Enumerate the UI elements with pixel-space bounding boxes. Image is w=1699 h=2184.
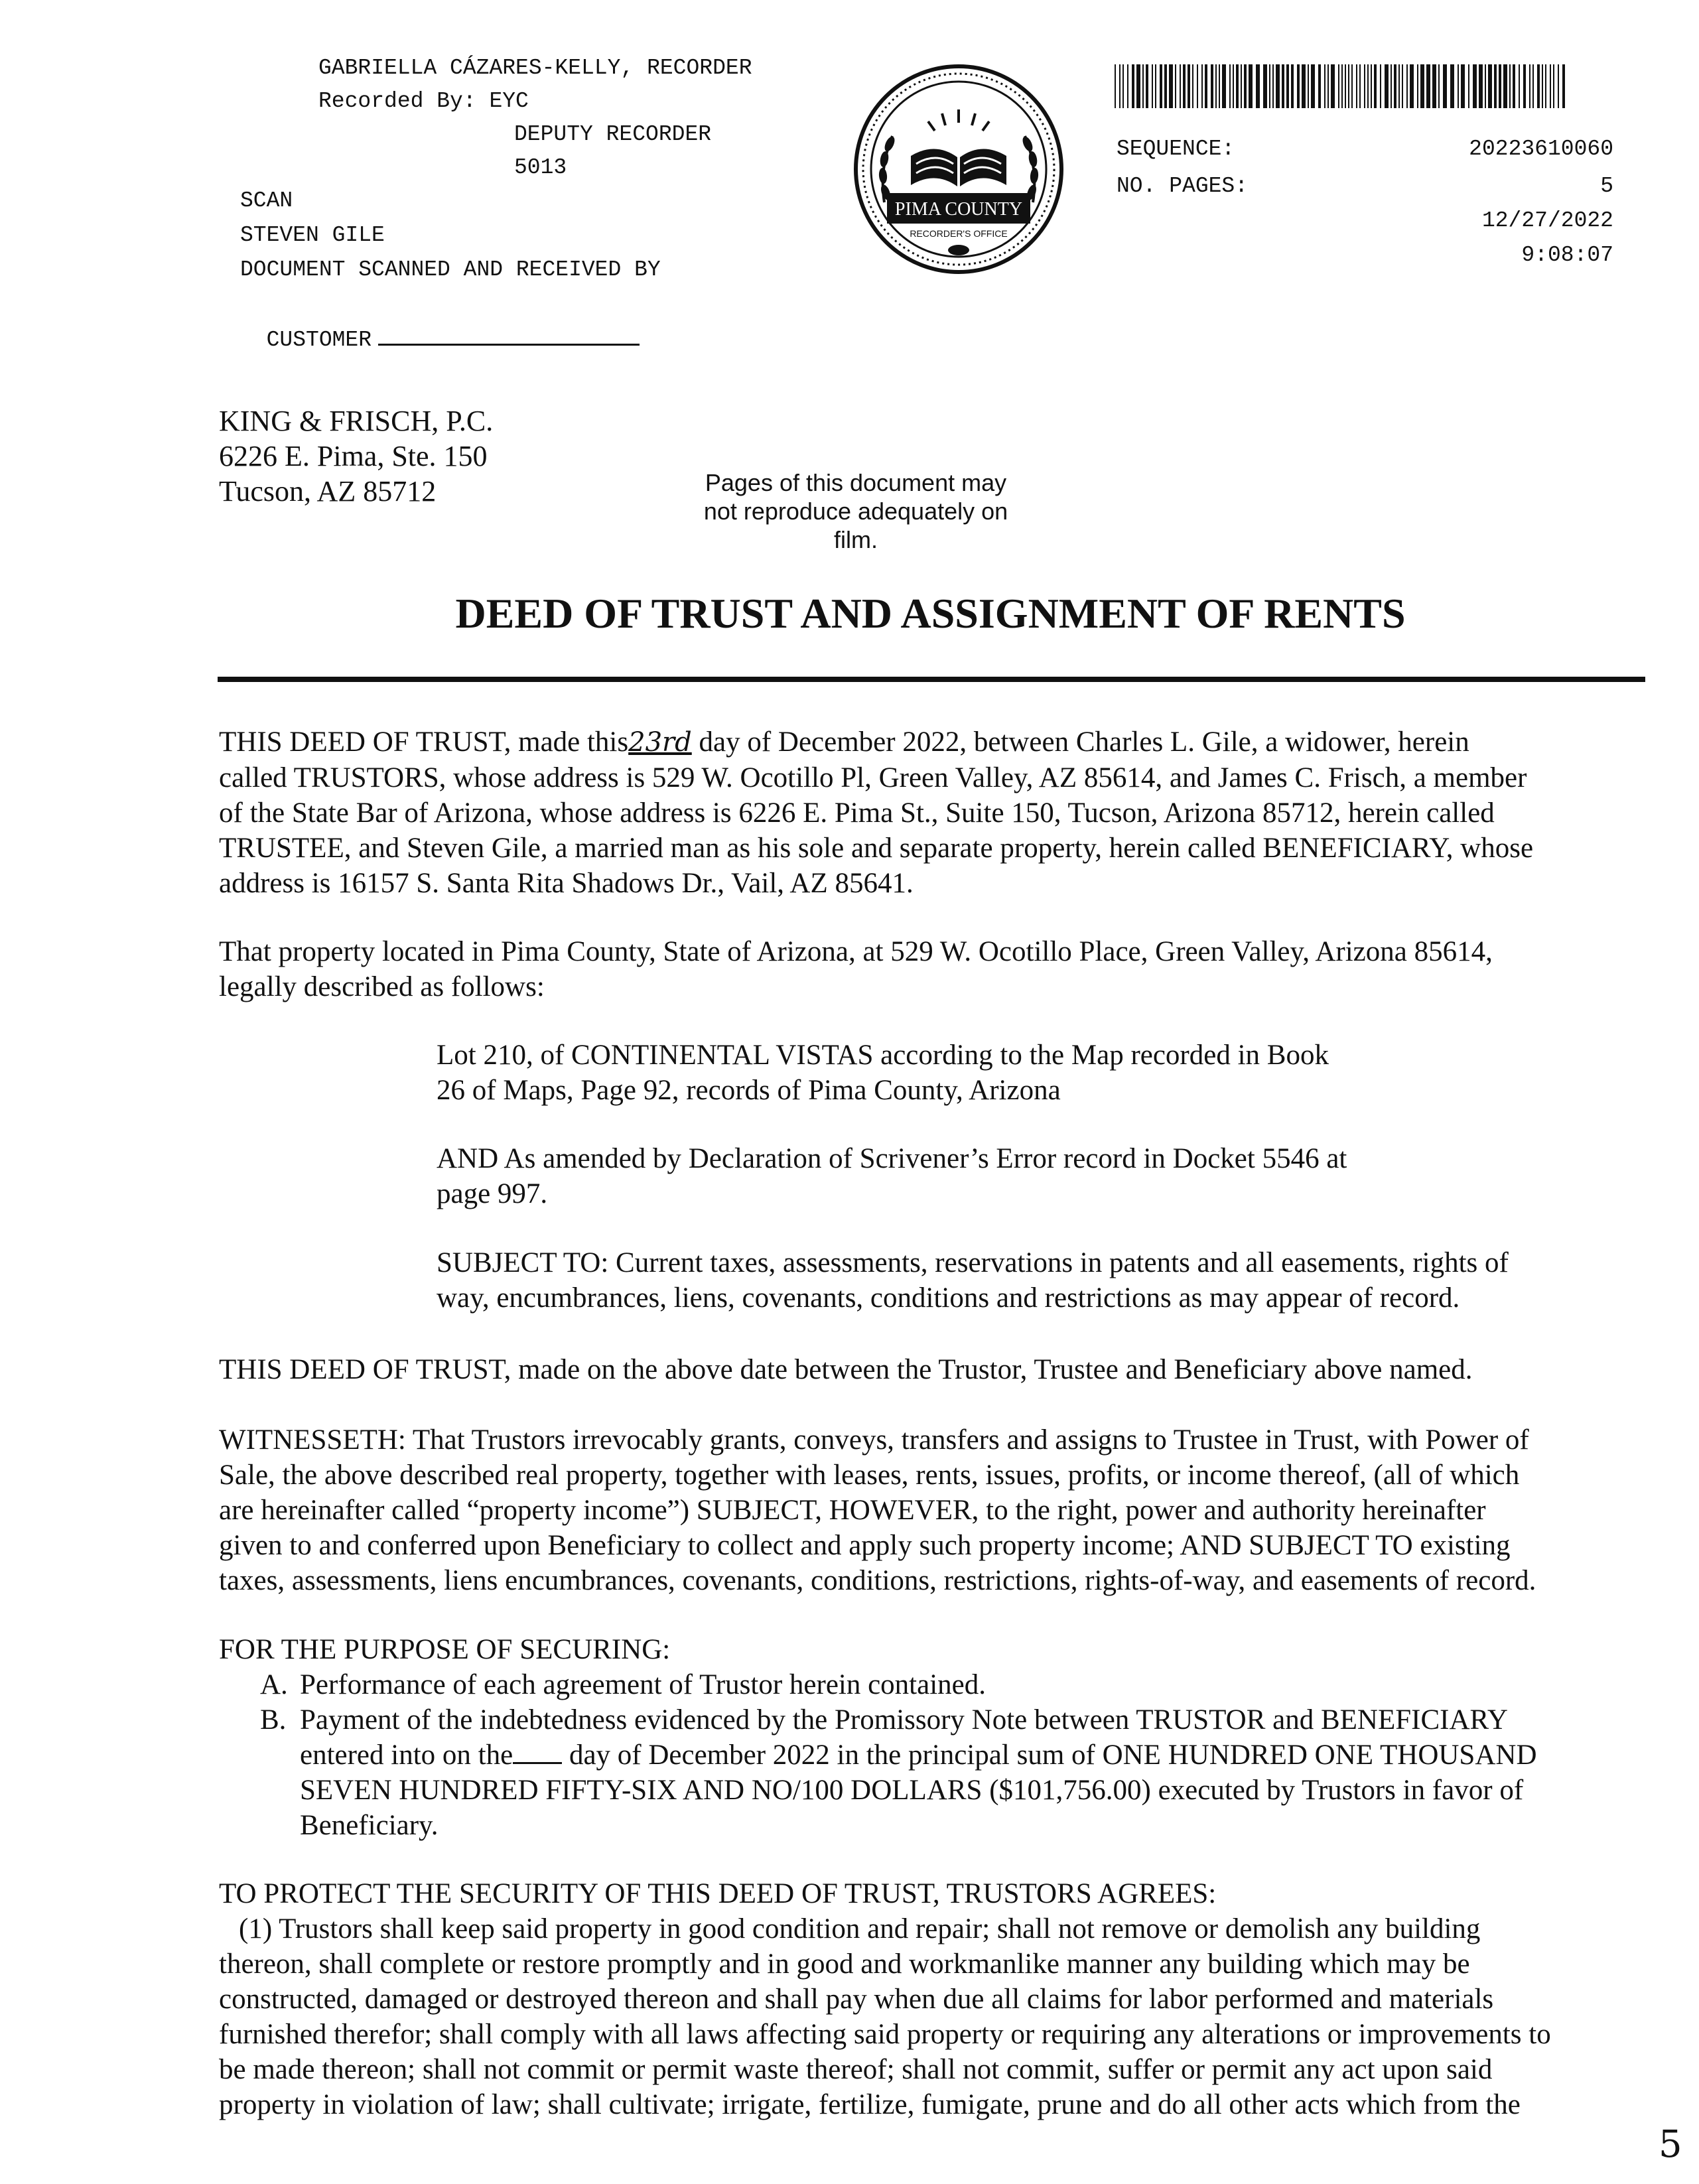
legal-amendment (437, 1141, 1604, 1211)
deputy-number: 5013 (514, 155, 567, 180)
witnesseth-line1: WITNESSETH: That Trustors irrevocably grants, conveys, transfers and assigns to Trustee in Trust, with Power of (219, 1424, 1529, 1456)
return-address-line2: 6226 E. Pima, Ste. 150 (219, 440, 488, 472)
purpose-b-line3: SEVEN HUNDRED FIFTY-SIX AND NO/100 DOLLARS ($101,756.00) executed by Trustors in favor of (300, 1775, 1524, 1806)
recorder-line: GABRIELLA CÁZARES-KELLY, RECORDER (318, 56, 752, 80)
title-rule (218, 677, 1645, 682)
purpose-b-line1: Payment of the indebtedness evidenced by the Promissory Note between TRUSTOR and BENEFICIARY (300, 1704, 1508, 1736)
customer-label: CUSTOMER (266, 328, 372, 352)
day-blank-line (513, 1740, 562, 1764)
sequence-value: 20223610060 (1469, 137, 1613, 161)
pages-label: NO. PAGES: (1117, 174, 1249, 198)
scanned-received-line: DOCUMENT SCANNED AND RECEIVED BY (240, 257, 661, 282)
legal-subject-line1: SUBJECT TO: Current taxes, assessments, reservations in patents and all easements, rights of (437, 1247, 1509, 1278)
witnesseth-line2: Sale, the above described real property, together with leases, rents, issues, profits, or income thereof, (all of which (219, 1460, 1520, 1491)
purpose-a-text: Performance of each agreement of Trustor herein contained. (300, 1669, 986, 1700)
record-date: 12/27/2022 (1481, 208, 1613, 233)
purpose-heading: FOR THE PURPOSE OF SECURING: (219, 1634, 671, 1665)
protect-line5: be made thereon; shall not commit or permit waste thereof; shall not commit, suffer or permit any act upon said (219, 2054, 1493, 2085)
intro-line4: TRUSTEE, and Steven Gile, a married man as his sole and separate property, herein called BENEFICIARY, whose (219, 833, 1534, 864)
return-address-line1: KING & FRISCH, P.C. (219, 405, 494, 437)
intro-line1-a: THIS DEED OF TRUST, made this (219, 726, 629, 758)
legal-lot-line2: 26 of Maps, Page 92, records of Pima County, Arizona (437, 1075, 1061, 1106)
deputy-recorder-line: DEPUTY RECORDER (514, 122, 712, 147)
submitter-name: STEVEN GILE (240, 223, 385, 247)
film-notice (697, 468, 1015, 554)
film-notice-line2: not reproduce adequately on (703, 498, 1008, 525)
intro-line1-b: day of December 2022, between Charles L. Gile, a widower, herein (691, 726, 1469, 758)
return-address-line3: Tucson, AZ 85712 (219, 475, 437, 508)
protect-section (219, 1876, 1645, 2122)
purpose-section (219, 1632, 1645, 1843)
handwritten-day: 23rd (628, 727, 692, 758)
legal-lot-line1: Lot 210, of CONTINENTAL VISTAS according to the Map recorded in Book (437, 1040, 1329, 1071)
seal-text-bottom: RECORDER'S OFFICE (910, 228, 1008, 239)
intro-line2: called TRUSTORS, whose address is 529 W. Ocotillo Pl, Green Valley, AZ 85614, and James C. Frisch, a member (219, 762, 1527, 793)
purpose-b-line2-a: entered into on the (300, 1740, 513, 1771)
purpose-b-marker: B. (260, 1704, 287, 1736)
property-line2: legally described as follows: (219, 971, 545, 1002)
customer-signature-line (378, 321, 640, 346)
purpose-b-line4: Beneficiary. (300, 1810, 439, 1841)
made-on-paragraph (219, 1352, 1645, 1387)
customer-signature-row (240, 288, 640, 357)
property-line1: That property located in Pima County, State of Arizona, at 529 W. Ocotillo Place, Green Valley, Arizona 85614, (219, 936, 1493, 967)
protect-line6: property in violation of law; shall cultivate; irrigate, fertilize, fumigate, prune and do all other acts which from the (219, 2089, 1521, 2120)
made-on-line: THIS DEED OF TRUST, made on the above date between the Trustor, Trustee and Beneficiary above named. (219, 1354, 1473, 1385)
pages-value: 5 (1600, 174, 1613, 198)
recorded-by-line: Recorded By: EYC (318, 89, 529, 113)
return-address (219, 403, 493, 509)
legal-amendment-line2: page 997. (437, 1178, 548, 1209)
handwritten-page-mark: 5 (1659, 2123, 1682, 2166)
film-notice-line1: Pages of this document may (705, 469, 1007, 496)
property-paragraph (219, 934, 1645, 1004)
purpose-b-line2-b: day of December 2022 in the principal sum of ONE HUNDRED ONE THOUSAND (562, 1740, 1537, 1771)
protect-line3: constructed, damaged or destroyed thereon and shall pay when due all claims for labor performed and materials (219, 1984, 1494, 2015)
seal-text-top: PIMA COUNTY (894, 199, 1023, 220)
protect-heading: TO PROTECT THE SECURITY OF THIS DEED OF TRUST, TRUSTORS AGREES: (219, 1878, 1217, 1909)
witnesseth-paragraph (219, 1422, 1645, 1598)
barcode-icon (1115, 64, 1567, 108)
witnesseth-line3: are hereinafter called “property income”) SUBJECT, HOWEVER, to the right, power and authority hereinafter (219, 1495, 1486, 1526)
legal-amendment-line1: AND As amended by Declaration of Scrivener’s Error record in Docket 5546 at (437, 1143, 1347, 1174)
legal-subject-line2: way, encumbrances, liens, covenants, conditions and restrictions as may appear of record. (437, 1282, 1460, 1314)
film-notice-line3: film. (834, 526, 878, 553)
pima-county-recorder-seal-icon (852, 63, 1065, 275)
witnesseth-line4: given to and conferred upon Beneficiary to collect and apply such property income; AND SUBJECT TO existing (219, 1530, 1511, 1561)
intro-line3: of the State Bar of Arizona, whose address is 6226 E. Pima St., Suite 150, Tucson, Arizona 85712, herein called (219, 797, 1495, 829)
purpose-a-marker: A. (260, 1669, 288, 1700)
protect-line2: thereon, shall complete or restore promptly and in good and workmanlike manner any building which may be (219, 1948, 1470, 1980)
intro-line5: address is 16157 S. Santa Rita Shadows Dr., Vail, AZ 85641. (219, 868, 914, 899)
intro-paragraph (219, 724, 1645, 901)
witnesseth-line5: taxes, assessments, liens encumbrances, covenants, conditions, restrictions, rights-of-way, and easements of record. (219, 1565, 1536, 1596)
sequence-label: SEQUENCE: (1117, 137, 1235, 161)
legal-subject-to (437, 1245, 1604, 1316)
protect-line1: (1) Trustors shall keep said property in good condition and repair; shall not remove or demolish any building (239, 1913, 1481, 1945)
protect-line4: furnished therefor; shall comply with all laws affecting said property or requiring any alterations or improvements to (219, 2019, 1551, 2050)
scan-label: SCAN (240, 188, 293, 213)
legal-lot (437, 1038, 1604, 1108)
record-time: 9:08:07 (1521, 243, 1613, 267)
document-title: DEED OF TRUST AND ASSIGNMENT OF RENTS (455, 590, 1406, 637)
